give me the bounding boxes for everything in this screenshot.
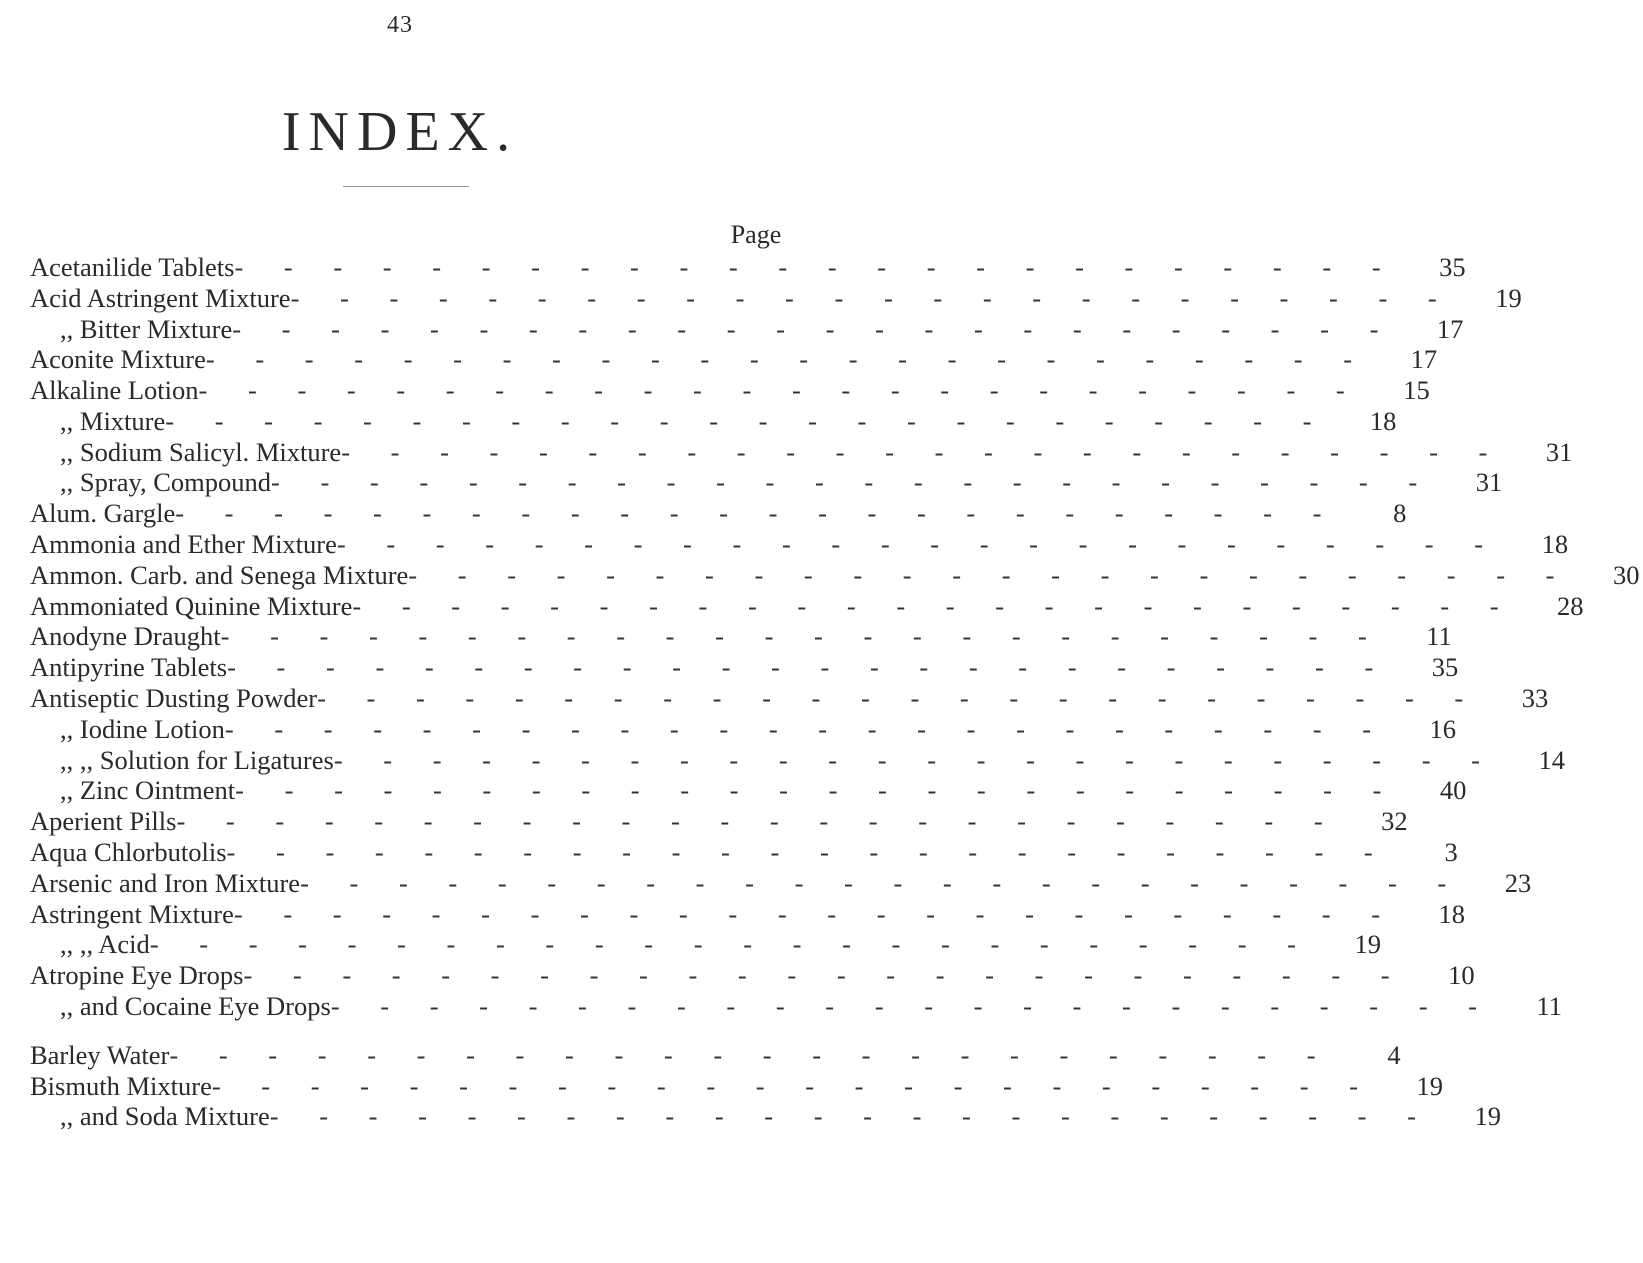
dot-leader: - - - - - - - - - - - - - - - - - - - - - - - -	[205, 344, 1370, 375]
index-entry	[30, 991, 1562, 1022]
index-entry	[30, 1070, 1443, 1102]
entry-name: Alum. Gargle	[30, 498, 176, 529]
index-entry	[30, 652, 1459, 683]
index-entry	[30, 251, 1466, 283]
dot-leader: - - - - - - - - - - - - - - - - - - - - - - - -	[333, 744, 1497, 775]
dot-leader: - - - - - - - - - - - - - - - - - - - - - - - -	[243, 960, 1407, 991]
entry-page: 11	[1426, 621, 1452, 652]
dot-leader: - - - - - - - - - - - - - - - - - - - - - - - -	[220, 621, 1384, 652]
page-column-header: Page	[730, 220, 782, 249]
entry-page: 18	[1541, 529, 1569, 560]
entry-page: 19	[1495, 282, 1522, 313]
dot-leader: - - - - - - - - - - - - - - - - - - - - - - - -	[271, 467, 1435, 498]
entry-page: 40	[1439, 775, 1467, 806]
entry-name: Antiseptic Dusting Powder	[30, 683, 318, 714]
entry-name: ,, Mixture	[60, 405, 166, 436]
index-entry	[30, 744, 1565, 776]
entry-name: Aconite Mixture	[30, 344, 206, 375]
entry-name: Bismuth Mixture	[30, 1070, 212, 1101]
entry-page: 19	[1354, 929, 1381, 960]
dot-leader: - - - - - - - - - - - - - - - - - - - - - - - -	[165, 405, 1329, 436]
entry-name: Ammoniated Quinine Mixture	[30, 590, 353, 621]
entry-name: ,, ,, Acid	[60, 929, 150, 960]
entry-page: 19	[1474, 1101, 1501, 1132]
dot-leader: - - - - - - - - - - - - - - - - - - - - - - - -	[227, 652, 1391, 683]
dot-leader: - - - - - - - - - - - - - - - - - - - - - - - -	[300, 867, 1464, 898]
index-entry	[30, 775, 1467, 807]
entry-name: ,, and Cocaine Eye Drops	[60, 991, 331, 1022]
entry-name: Acid Astringent Mixture	[30, 282, 291, 313]
dot-leader: - - - - - - - - - - - - - - - - - - - - - - - -	[233, 898, 1398, 929]
index-entry	[30, 344, 1438, 375]
entry-page: 33	[1521, 683, 1549, 714]
entry-page: 19	[1416, 1070, 1443, 1101]
title-rule	[343, 186, 469, 187]
index-entry	[30, 806, 1408, 837]
entry-page: 28	[1557, 590, 1584, 621]
dot-leader: - - - - - - - - - - - - - - - - - - - - - - - -	[341, 436, 1505, 467]
entry-name: Acetanilide Tablets	[30, 251, 235, 282]
index-entry	[30, 405, 1397, 437]
entry-name: Aqua Chlorbutolis	[30, 837, 227, 868]
entry-page: 31	[1545, 436, 1573, 467]
entry-page: 11	[1536, 991, 1562, 1022]
dot-leader: - - - - - - - - - - - - - - - - - - - - - - - -	[336, 529, 1501, 560]
entry-page: 15	[1403, 375, 1430, 406]
entry-page: 10	[1448, 960, 1475, 991]
index-entry	[30, 960, 1475, 991]
index-entry	[30, 929, 1381, 961]
entry-page: 4	[1387, 1039, 1401, 1070]
entry-page: 35	[1431, 652, 1459, 683]
dot-leader: - - - - - - - - - - - - - - - - - - - - - - - -	[234, 251, 1398, 282]
dot-leader: - - - - - - - - - - - - - - - - - - - - - - - -	[176, 806, 1340, 837]
dot-leader: - - - - - - - - - - - - - - - - - - - - - - - -	[408, 559, 1572, 590]
index-entry	[30, 1039, 1401, 1071]
dot-leader: - - - - - - - - - - - - - - - - - - - - - - - -	[169, 1039, 1333, 1070]
entry-page: 18	[1369, 405, 1397, 436]
dot-leader: - - - - - - - - - - - - - - - - - - - - - - - -	[149, 929, 1313, 960]
entry-name: Ammon. Carb. and Senega Mixture	[30, 559, 409, 590]
index-entry	[30, 436, 1573, 468]
index-entry	[30, 867, 1532, 899]
index-entry	[30, 713, 1457, 745]
entry-page: 32	[1381, 806, 1408, 837]
index-entry	[30, 375, 1430, 406]
page-number: 43	[387, 12, 413, 38]
index-entry	[30, 313, 1464, 345]
entry-page: 23	[1504, 867, 1532, 898]
index-title: INDEX.	[281, 101, 519, 163]
index-entry	[30, 621, 1452, 653]
dot-leader: - - - - - - - - - - - - - - - - - - - - - - - -	[211, 1070, 1375, 1101]
entry-name: ,, Spray, Compound	[60, 467, 272, 498]
index-entry	[30, 837, 1458, 868]
dot-leader: - - - - - - - - - - - - - - - - - - - - - - - -	[235, 775, 1399, 806]
entry-name: ,, ,, Solution for Ligatures	[60, 744, 334, 775]
entry-name: Anodyne Draught	[30, 621, 221, 652]
index-list	[30, 251, 1640, 1132]
entry-name: Aperient Pills	[30, 806, 177, 837]
index-entry	[30, 529, 1569, 560]
entry-name: Arsenic and Iron Mixture	[30, 867, 301, 898]
entry-name: ,, Iodine Lotion	[60, 713, 225, 744]
index-entry	[30, 282, 1522, 314]
entry-name: ,, and Soda Mixture	[60, 1101, 270, 1132]
entry-name: Atropine Eye Drops	[30, 960, 244, 991]
index-entry	[30, 467, 1503, 499]
index-entry	[30, 1101, 1501, 1133]
index-entry	[30, 559, 1640, 591]
entry-page: 17	[1436, 313, 1464, 344]
index-entry	[30, 683, 1549, 714]
entry-page: 14	[1538, 744, 1565, 775]
dot-leader: - - - - - - - - - - - - - - - - - - - - - - - -	[317, 683, 1481, 714]
entry-page: 16	[1429, 713, 1457, 744]
entry-name: Antipyrine Tablets	[30, 652, 228, 683]
dot-leader: - - - - - - - - - - - - - - - - - - - - - - - -	[175, 498, 1339, 529]
entry-page: 18	[1438, 898, 1466, 929]
index-entry	[30, 590, 1584, 622]
dot-leader: - - - - - - - - - - - - - - - - - - - - - - - -	[330, 991, 1494, 1022]
dot-leader: - - - - - - - - - - - - - - - - - - - - - - - -	[269, 1101, 1433, 1132]
entry-page: 17	[1410, 344, 1438, 375]
entry-page: 31	[1475, 467, 1503, 498]
entry-name: Barley Water	[30, 1039, 170, 1070]
dot-leader: - - - - - - - - - - - - - - - - - - - - - - - -	[232, 313, 1396, 344]
entry-name: ,, Zinc Ointment	[60, 775, 236, 806]
dot-leader: - - - - - - - - - - - - - - - - - - - - - - - -	[224, 713, 1389, 744]
index-entry	[30, 498, 1407, 529]
entry-page: 30	[1612, 559, 1640, 590]
entry-name: Ammonia and Ether Mixture	[30, 529, 337, 560]
entry-name: ,, Sodium Salicyl. Mixture	[60, 436, 342, 467]
dot-leader: - - - - - - - - - - - - - - - - - - - - - - - -	[226, 837, 1390, 868]
index-entry	[30, 898, 1466, 930]
entry-page: 8	[1393, 498, 1407, 529]
dot-leader: - - - - - - - - - - - - - - - - - - - - - - - -	[352, 590, 1516, 621]
dot-leader: - - - - - - - - - - - - - - - - - - - - - - - -	[290, 282, 1454, 313]
dot-leader: - - - - - - - - - - - - - - - - - - - - - - - -	[198, 375, 1362, 406]
entry-name: Alkaline Lotion	[30, 375, 199, 406]
entry-page: 35	[1439, 251, 1466, 282]
entry-name: ,, Bitter Mixture	[60, 313, 233, 344]
entry-name: Astringent Mixture	[30, 898, 234, 929]
entry-page: 3	[1444, 837, 1458, 868]
